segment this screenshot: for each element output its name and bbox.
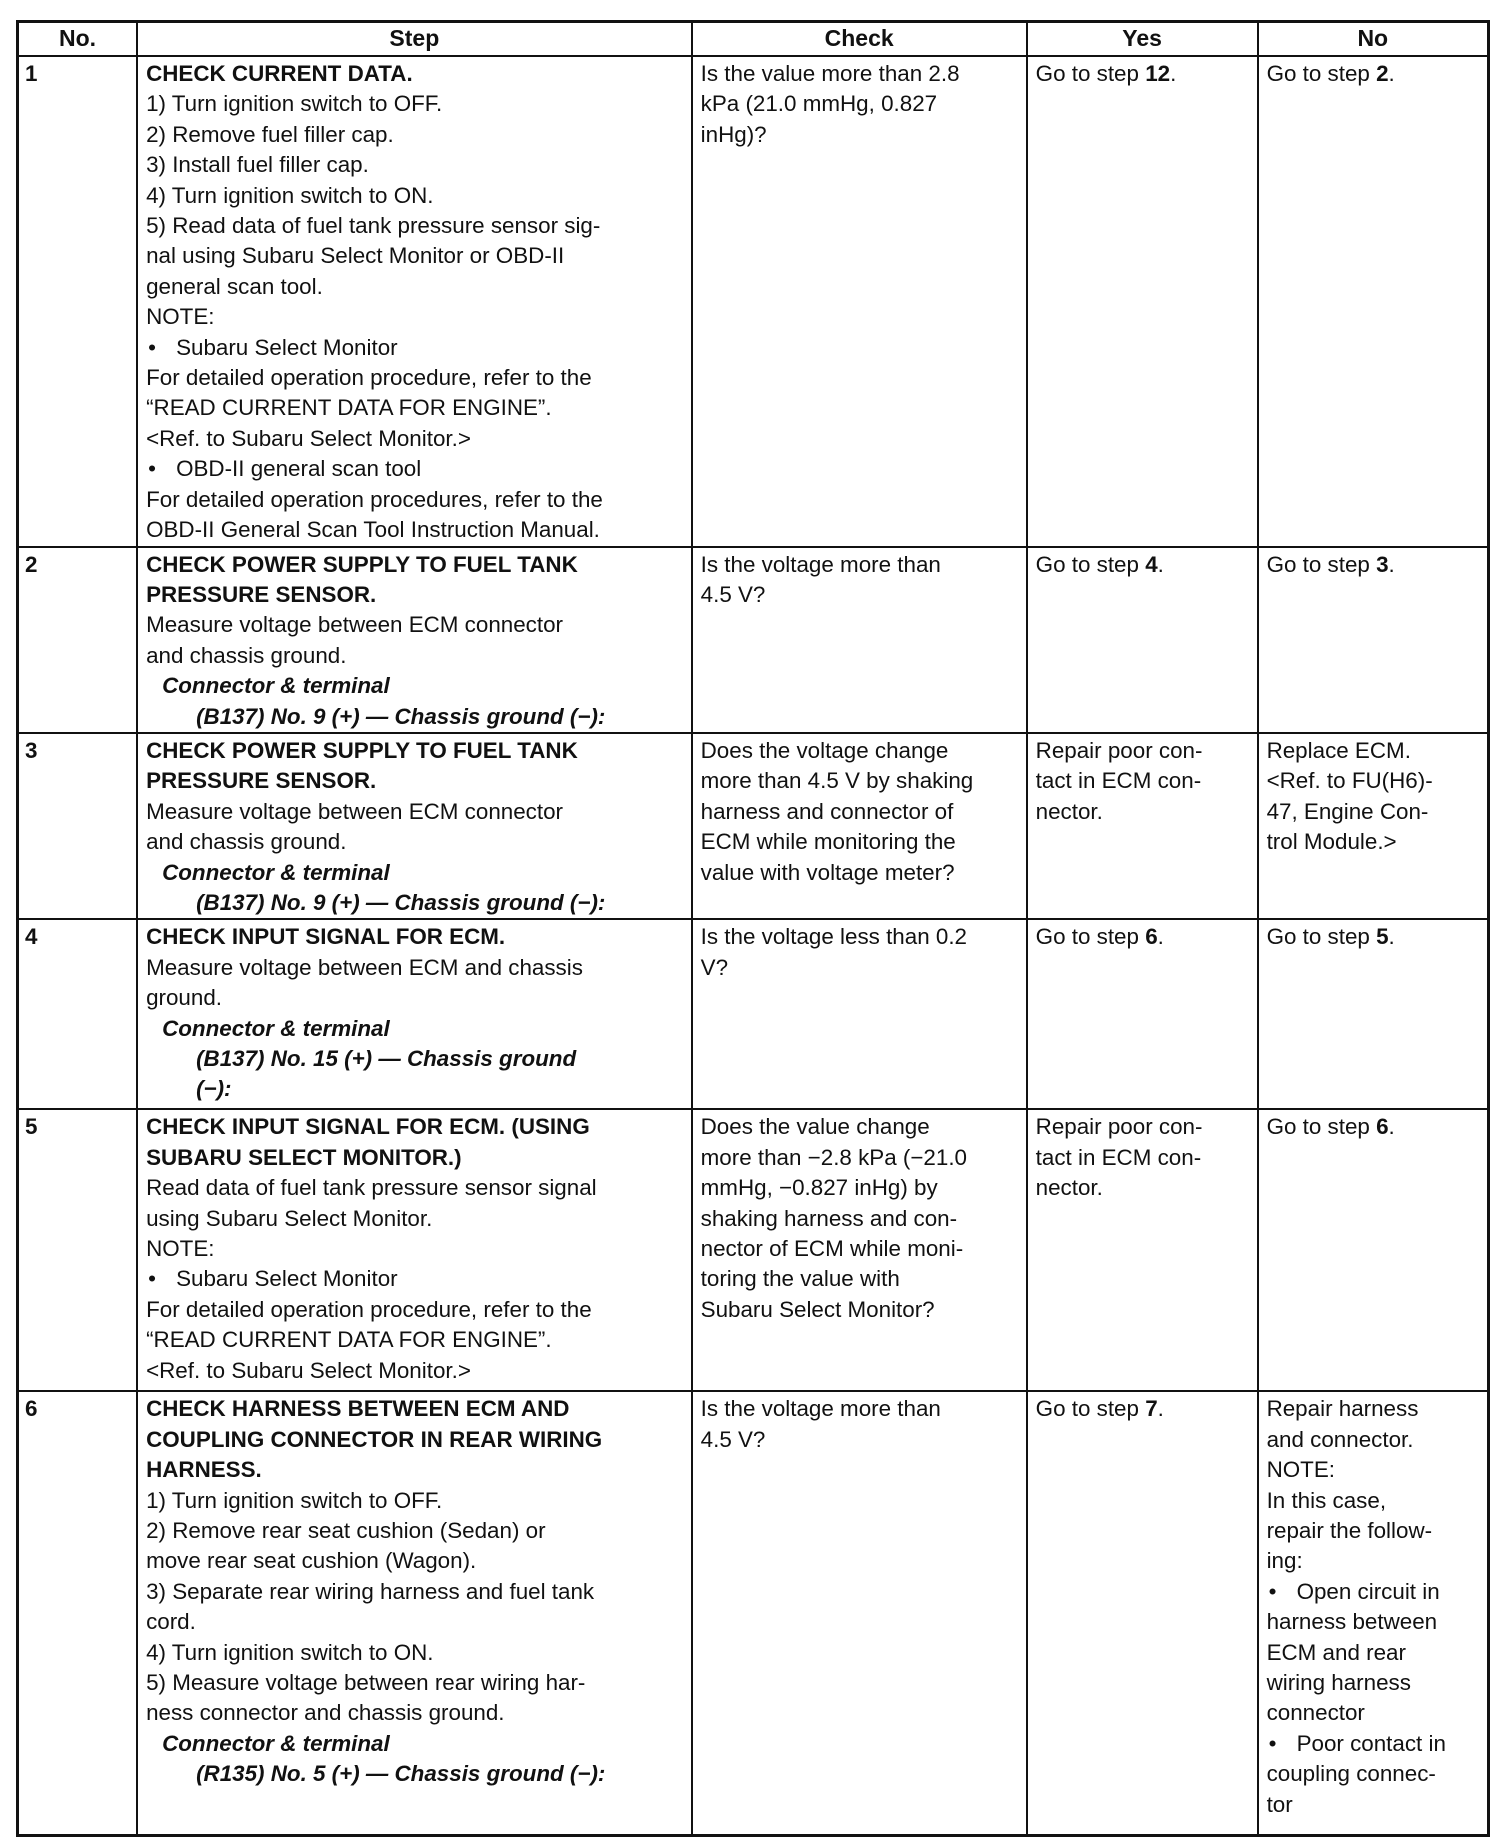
step-text: and chassis ground. [146,642,347,668]
check-text: value with voltage meter? [700,859,955,885]
check-text: shaking harness and con- [700,1205,958,1231]
no-text: wiring harness [1266,1670,1411,1696]
header-row [18,22,1489,57]
step-text: ground. [146,985,223,1011]
check-text: ECM while monitoring the [700,829,956,855]
step-text: Measure voltage between ECM connector [146,798,564,824]
no-text: Go to step [1266,1114,1377,1140]
check-text: Is the voltage more than [700,551,941,577]
step-text: 3) Separate rear wiring harness and fuel tank [146,1578,595,1604]
check-cell [692,919,1027,1109]
yes-cell [1027,547,1258,733]
no-text-end: . [1388,551,1395,577]
step-text: 1) Turn ignition switch to OFF. [146,91,443,117]
check-text: Does the value change [700,1114,930,1140]
step-text: and chassis ground. [146,829,347,855]
step-cell [137,919,692,1109]
yes-text: tact in ECM con- [1035,768,1202,794]
check-text: 4.5 V? [700,1426,766,1452]
check-text: nector of ECM while moni- [700,1236,964,1261]
bullet-item: • Poor contact in [1267,1729,1481,1759]
yes-step-number: 4 [1145,551,1158,577]
yes-text-end: . [1157,924,1164,950]
header-step: Step [137,22,692,57]
no-cell [1258,547,1489,733]
connector-heading: Connector & terminal [162,1015,390,1041]
note-label: NOTE: [146,1236,215,1261]
yes-text-end: . [1170,61,1177,86]
step-number: 5 [18,1109,138,1391]
header-no: No. [18,22,138,57]
step-title: COUPLING CONNECTOR IN REAR WIRING [146,1426,603,1452]
check-text: toring the value with [700,1266,900,1292]
no-text-end: . [1388,1114,1395,1140]
check-text: more than −2.8 kPa (−21.0 [700,1144,968,1170]
check-text: more than 4.5 V by shaking [700,768,974,794]
check-text: Subaru Select Monitor? [700,1296,935,1322]
connector-terminal: (−): [196,1076,232,1102]
no-cell [1258,1109,1489,1391]
yes-text: Go to step [1035,924,1146,950]
step-title: CHECK POWER SUPPLY TO FUEL TANK [146,737,578,763]
no-step-number: 3 [1376,551,1389,577]
step-text: <Ref. to Subaru Select Monitor.> [146,425,471,451]
step-cell [137,1109,692,1391]
step-text: For detailed operation procedure, refer to the [146,1296,592,1322]
yes-text: nector. [1035,1175,1103,1201]
no-text: <Ref. to FU(H6)- [1266,768,1433,794]
yes-text: nector. [1035,798,1103,824]
step-title: CHECK INPUT SIGNAL FOR ECM. [146,924,506,950]
yes-text: Repair poor con- [1035,737,1203,763]
no-text-end: . [1388,924,1395,950]
step-text: Measure voltage between ECM connector [146,612,564,638]
table-row [18,1391,1489,1835]
connector-terminal: (R135) No. 5 (+) — Chassis ground (−): [196,1761,606,1787]
yes-text-end: . [1157,551,1164,577]
step-text: For detailed operation procedures, refer to the [146,486,603,512]
check-text: Does the voltage change [700,737,949,763]
step-cell [137,547,692,733]
yes-text: Go to step [1035,551,1146,577]
no-text: NOTE: [1266,1457,1335,1483]
no-text: connector [1266,1700,1365,1726]
step-number: 4 [18,919,138,1109]
yes-step-number: 12 [1145,61,1171,86]
yes-text: Repair poor con- [1035,1114,1203,1140]
check-text: V? [700,954,729,980]
check-cell [692,1391,1027,1835]
no-text: Go to step [1266,61,1377,86]
bullet-item: • Open circuit in [1267,1577,1481,1607]
step-text: “READ CURRENT DATA FOR ENGINE”. [146,1327,552,1353]
no-text: 47, Engine Con- [1266,798,1429,824]
check-text: Is the value more than 2.8 [700,61,960,86]
step-text: ness connector and chassis ground. [146,1700,505,1726]
note-label: NOTE: [146,304,215,330]
no-cell [1258,919,1489,1109]
step-text: 3) Install fuel filler cap. [146,152,369,178]
connector-heading: Connector & terminal [162,1730,390,1756]
step-title: CHECK POWER SUPPLY TO FUEL TANK [146,551,578,577]
no-step-number: 6 [1376,1114,1389,1140]
header-no-result: No [1258,22,1489,57]
yes-cell [1027,1109,1258,1391]
no-text-end: . [1388,61,1395,86]
bullet-item: • Subaru Select Monitor [146,333,685,363]
no-text: Repair harness [1266,1396,1419,1422]
step-text: “READ CURRENT DATA FOR ENGINE”. [146,395,552,421]
no-cell [1258,56,1489,547]
step-text: 5) Read data of fuel tank pressure sensor sig- [146,213,601,239]
step-title: HARNESS. [146,1457,262,1483]
check-cell [692,56,1027,547]
step-text: For detailed operation procedure, refer to the [146,365,592,391]
step-text: 2) Remove fuel filler cap. [146,121,394,147]
header-check: Check [692,22,1027,57]
table-row [18,919,1489,1109]
table-row [18,56,1489,547]
yes-cell [1027,56,1258,547]
step-cell [137,56,692,547]
connector-terminal: (B137) No. 15 (+) — Chassis ground [196,1046,577,1071]
check-cell [692,733,1027,919]
step-number: 6 [18,1391,138,1835]
table-row [18,1109,1489,1391]
check-cell [692,1109,1027,1391]
yes-text: tact in ECM con- [1035,1144,1202,1170]
table-row [18,547,1489,733]
no-text: ECM and rear [1266,1639,1406,1665]
yes-step-number: 6 [1145,924,1158,950]
table-row [18,733,1489,919]
yes-step-number: 7 [1145,1396,1158,1422]
step-title: CHECK INPUT SIGNAL FOR ECM. (USING [146,1114,590,1140]
step-text: 2) Remove rear seat cushion (Sedan) or [146,1518,546,1543]
step-number: 3 [18,733,138,919]
yes-text: Go to step [1035,61,1146,86]
bullet-item: • Subaru Select Monitor [146,1264,685,1294]
yes-cell [1027,733,1258,919]
step-text: 1) Turn ignition switch to OFF. [146,1487,443,1513]
step-cell [137,733,692,919]
step-number: 2 [18,547,138,733]
no-text: ing: [1266,1548,1303,1574]
step-title: CHECK CURRENT DATA. [146,61,413,86]
no-text: harness between [1266,1609,1438,1635]
connector-terminal: (B137) No. 9 (+) — Chassis ground (−): [196,703,606,729]
no-text: Go to step [1266,924,1377,950]
connector-heading: Connector & terminal [162,673,390,699]
connector-terminal: (B137) No. 9 (+) — Chassis ground (−): [196,889,606,915]
connector-heading: Connector & terminal [162,859,390,885]
step-text: cord. [146,1609,196,1635]
check-text: harness and connector of [700,798,954,824]
step-text: Measure voltage between ECM and chassis [146,954,583,980]
check-text: Is the voltage less than 0.2 [700,924,968,950]
step-cell [137,1391,692,1835]
step-title: SUBARU SELECT MONITOR.) [146,1144,462,1170]
step-text: 4) Turn ignition switch to ON. [146,182,434,208]
step-text: nal using Subaru Select Monitor or OBD-II [146,243,565,269]
no-text: tor [1266,1791,1293,1817]
no-text: Replace ECM. [1266,737,1411,763]
check-text: inHg)? [700,121,767,147]
no-cell [1258,1391,1489,1835]
step-title: PRESSURE SENSOR. [146,581,377,607]
step-text: <Ref. to Subaru Select Monitor.> [146,1357,471,1383]
check-text: Is the voltage more than [700,1396,941,1422]
step-text: general scan tool. [146,273,323,299]
header-yes: Yes [1027,22,1258,57]
step-text: Read data of fuel tank pressure sensor signal [146,1175,597,1201]
step-text: OBD-II General Scan Tool Instruction Manual. [146,517,600,543]
check-text: 4.5 V? [700,581,766,607]
no-text: repair the follow- [1266,1518,1433,1543]
yes-cell [1027,919,1258,1109]
procedure-sheet [16,20,1490,1837]
no-text: Go to step [1266,551,1377,577]
diagnostic-table [16,20,1490,1837]
no-text: and connector. [1266,1426,1414,1452]
check-text: mmHg, −0.827 inHg) by [700,1175,938,1201]
yes-cell [1027,1391,1258,1835]
step-title: CHECK HARNESS BETWEEN ECM AND [146,1396,570,1422]
no-cell [1258,733,1489,919]
no-text: coupling connec- [1266,1761,1436,1787]
step-title: PRESSURE SENSOR. [146,768,377,794]
step-text: move rear seat cushion (Wagon). [146,1548,477,1574]
no-step-number: 5 [1376,924,1389,950]
bullet-item: • OBD-II general scan tool [146,454,685,484]
step-number: 1 [18,56,138,547]
check-text: kPa (21.0 mmHg, 0.827 [700,91,938,117]
no-step-number: 2 [1376,61,1389,86]
step-text: using Subaru Select Monitor. [146,1205,433,1231]
check-cell [692,547,1027,733]
step-text: 4) Turn ignition switch to ON. [146,1639,434,1665]
no-text: trol Module.> [1266,829,1397,855]
yes-text: Go to step [1035,1396,1146,1422]
yes-text-end: . [1157,1396,1164,1422]
step-text: 5) Measure voltage between rear wiring har- [146,1670,586,1696]
no-text: In this case, [1266,1487,1387,1513]
